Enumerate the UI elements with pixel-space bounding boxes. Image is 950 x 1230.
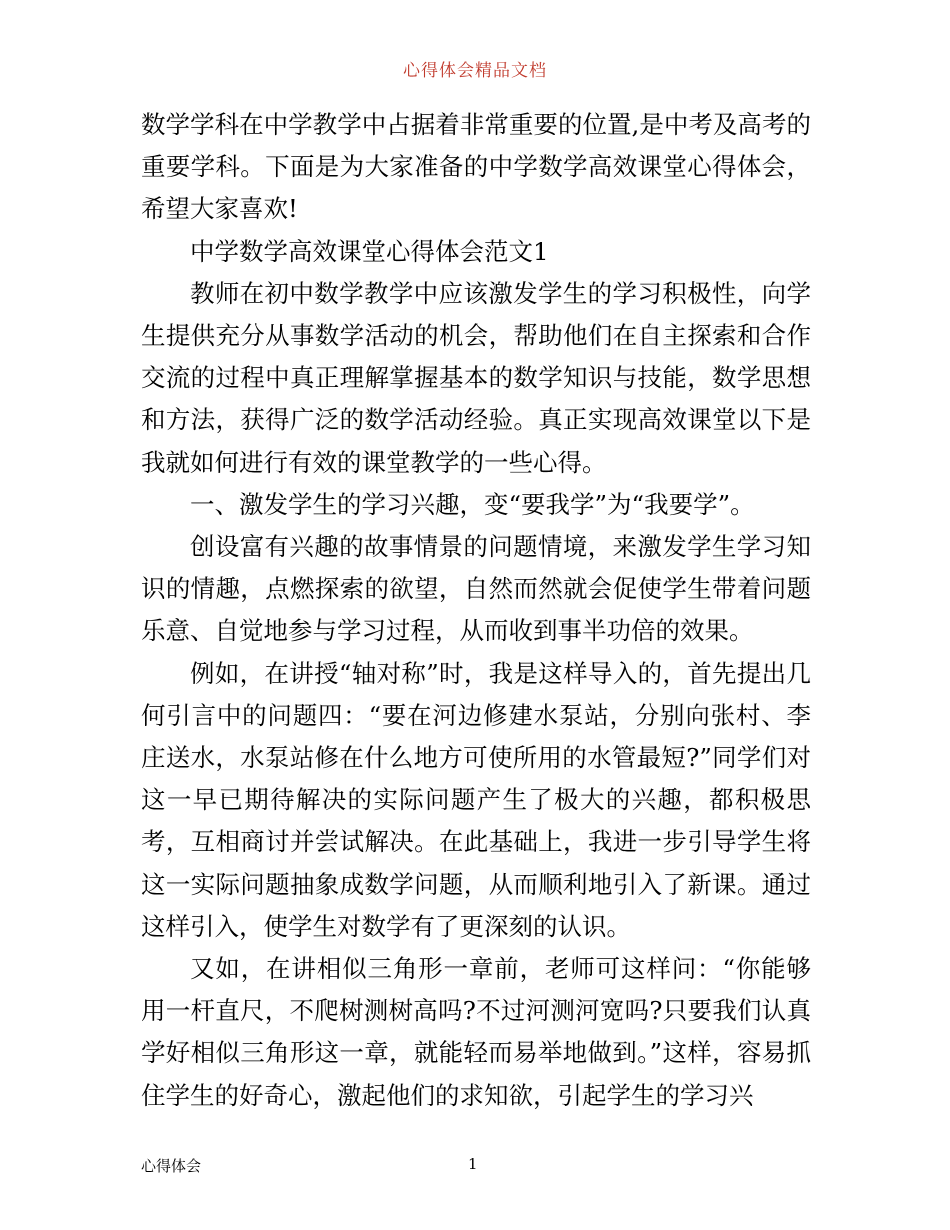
footer-label: 心得体会 [141, 1157, 202, 1175]
page-header-title: 心得体会精品文档 [403, 61, 547, 81]
document-body [141, 104, 811, 1117]
intro-paragraph: 数学学科在中学教学中占据着非常重要的位置,是中考及高考的重要学科。下面是为大家准备的中学数学高效课堂心得体会，希望大家喜欢! [141, 110, 811, 224]
section-title: 中学数学高效课堂心得体会范文1 [190, 236, 549, 266]
section-heading: 一、激发学生的学习兴趣，变“要我学”为“我要学”。 [190, 489, 755, 519]
page-number: 1 [468, 1155, 478, 1173]
body-paragraph: 例如，在讲授“轴对称”时，我是这样导入的，首先提出几何引言中的问题四：“要在河边修建水泵站，分别向张村、李庄送水，水泵站修在什么地方可使所用的水管最短?”同学们对这一早已期待解决的实际问题产生了极大的兴趣，都积极思考，互相商讨并尝试解决。在此基础上，我进一步引导学生将这一实际问题抽象成数学问题，从而顺利地引入了新课。通过这样引入，使学生对数学有了更深刻的认识。 [141, 658, 811, 941]
body-paragraph: 教师在初中数学教学中应该激发学生的学习积极性，向学生提供充分从事数学活动的机会，帮助他们在自主探索和合作交流的过程中真正理解掌握基本的数学知识与技能，数学思想和方法，获得广泛的数学活动经验。真正实现高效课堂以下是我就如何进行有效的课堂教学的一些心得。 [141, 278, 811, 477]
body-paragraph: 创设富有兴趣的故事情景的问题情境，来激发学生学习知识的情趣，点燃探索的欲望，自然而然就会促使学生带着问题乐意、自觉地参与学习过程，从而收到事半功倍的效果。 [141, 532, 811, 646]
body-paragraph: 又如，在讲相似三角形一章前，老师可这样问：“你能够用一杆直尺，不爬树测树高吗?不过河测河宽吗?只要我们认真学好相似三角形这一章，就能轻而易举地做到。”这样，容易抓住学生的好奇心，激起他们的求知欲，引起学生的学习兴 [141, 954, 811, 1110]
